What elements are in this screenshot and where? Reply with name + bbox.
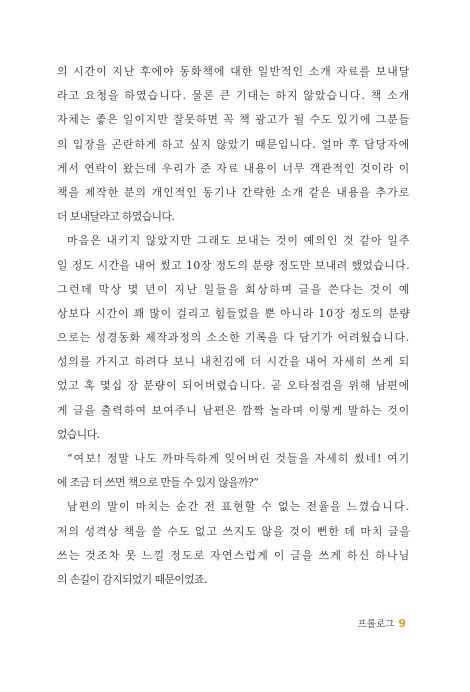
text-line: 었고 혹 몇십 장 분량이 되어버렸습니다. 곧 오타점검을 위해 남편에 (57, 379, 411, 393)
text-line: 마음은 내키지 않았지만 그래도 보내는 것이 예의인 것 같아 일주 (67, 234, 411, 248)
text-line: 책을 제작한 분의 개인적인 동기나 간략한 소개 같은 내용을 추가로 (57, 185, 411, 199)
text-line: 성의를 가지고 하려다 보니 내친김에 더 시간을 내어 자세히 쓰게 되 (57, 355, 411, 369)
page-number: 9 (398, 617, 406, 630)
text-line: 에 조금 더 쓰면 책으로 만들 수 있지 않을까?” (57, 476, 259, 490)
text-line: 게 글을 출력하여 보여주니 남편은 깜짝 놀라며 이렇게 말하는 것이 (57, 403, 411, 417)
body-text (57, 60, 412, 592)
section-label: 프롤로그 (357, 619, 395, 630)
text-line: 의 입장을 곤란하게 하고 싶지 않았기 때문입니다. 얼마 후 담당자에 (57, 137, 411, 151)
text-line: 쓰는 것조차 못 느낄 정도로 자연스럽게 이 글을 쓰게 하신 하나님 (57, 548, 411, 562)
text-line: 었습니다. (57, 427, 100, 441)
text-line: 상보다 시간이 꽤 많이 걸리고 힘들었을 뿐 아니라 10장 정도의 분량 (57, 306, 411, 320)
text-line: 게서 연락이 왔는데 우리가 준 자료 내용이 너무 객관적인 것이라 이 (57, 161, 411, 175)
text-line: 라고 요청을 하였습니다. 물론 큰 기대는 하지 않았습니다. 책 소개 (57, 89, 411, 103)
text-line: 자체는 좋은 일이지만 잘못하면 꼭 책 광고가 될 수도 있기에 그분들 (57, 113, 411, 127)
page-footer (358, 616, 406, 630)
text-line: “여보! 정말 나도 까마득하게 잊어버린 것들을 자세히 썼네! 여기 (67, 452, 411, 465)
text-line: 남편의 말이 마치는 순간 전 표현할 수 없는 전율을 느꼈습니다. (67, 500, 411, 514)
text-line: 일 정도 시간을 내어 썼고 10장 정도의 분량 정도만 보내려 했었습니다. (57, 258, 411, 272)
text-line: 그런데 막상 몇 년이 지난 일들을 회상하며 글을 쓴다는 것이 예 (57, 282, 412, 296)
text-line: 으로는 성경동화 제작과정의 소소한 기록을 다 담기가 어려웠습니다. (57, 331, 411, 345)
text-line: 의 시간이 지난 후에야 동화책에 대한 일반적인 소개 자료를 보내달 (57, 65, 411, 78)
text-line: 저의 성격상 책을 쓸 수도 없고 쓰지도 않을 것이 뻔한 데 마치 글을 (57, 524, 412, 538)
text-line: 더 보내달라고 하였습니다. (57, 210, 175, 224)
text-line: 의 손길이 감지되었기 때문이었죠. (57, 572, 207, 586)
